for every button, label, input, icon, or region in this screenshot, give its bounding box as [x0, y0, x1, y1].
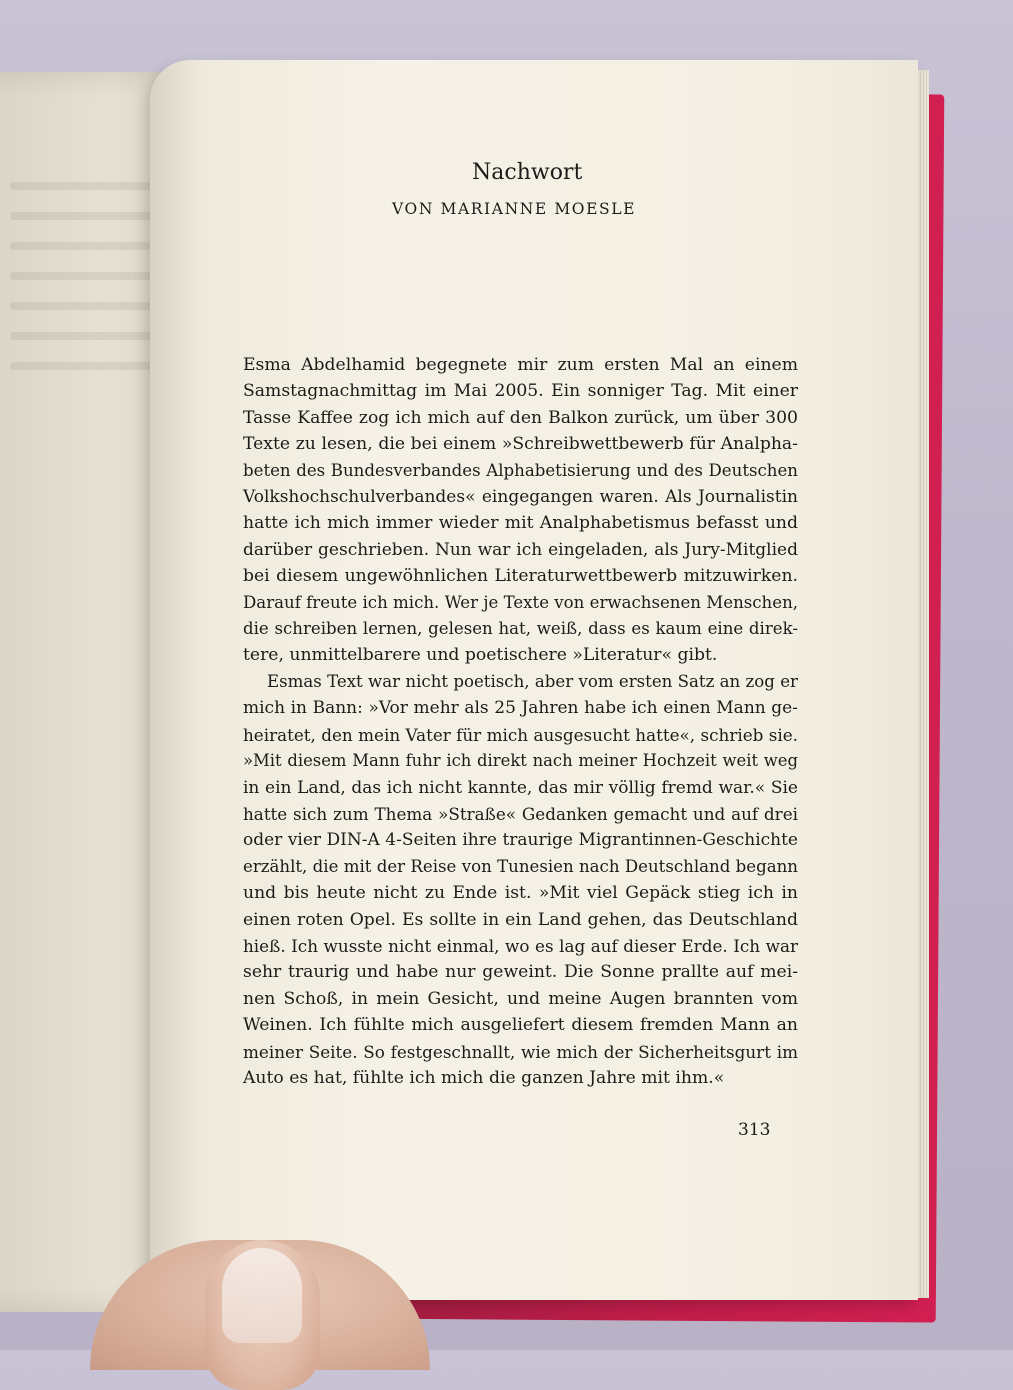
text-line: Texte zu lesen, die bei einem »Schreibwettbewerb für Analpha-: [243, 434, 798, 455]
text-line: meiner Seite. So festgeschnallt, wie mich der Sicherheitsgurt im: [243, 1041, 798, 1062]
text-line: und bis heute nicht zu Ende ist. »Mit viel Gepäck stieg ich in: [243, 883, 798, 904]
text-line: oder vier DIN-A 4-Seiten ihre traurige Migrantinnen-Geschichte: [243, 830, 798, 851]
text-line: die schreiben lernen, gelesen hat, weiß, dass es kaum eine direk-: [243, 619, 798, 639]
text-line: nen Schoß, in mein Gesicht, und meine Augen brannten vom: [243, 988, 798, 1009]
show-through-text: [10, 242, 150, 250]
text-line: beten des Bundesverbandes Alphabetisierung und des Deutschen: [243, 460, 798, 480]
text-line: mich in Bann: »Vor mehr als 25 Jahren habe ich einen Mann ge-: [243, 698, 798, 719]
text-line: Weinen. Ich fühlte mich ausgeliefert diesem fremden Mann an: [243, 1015, 798, 1036]
show-through-text: [10, 332, 155, 340]
show-through-text: [10, 362, 168, 370]
page-number: 313: [738, 1120, 771, 1140]
text-line: Esma Abdelhamid begegnete mir zum ersten Mal an einem: [243, 355, 798, 375]
text-line: heiratet, den mein Vater für mich ausgesucht hatte«, schrieb sie.: [243, 724, 798, 745]
show-through-text: [10, 302, 160, 310]
text-line: sehr traurig und habe nur geweint. Die Sonne prallte auf mei-: [243, 962, 798, 983]
text-line: erzählt, die mit der Reise von Tunesien nach Deutschland begann: [243, 856, 798, 876]
chapter-author: VON MARIANNE MOESLE: [392, 200, 637, 218]
body-text: [243, 352, 798, 1091]
text-line: Tasse Kaffee zog ich mich auf den Balkon zurück, um über 300: [243, 407, 798, 428]
text-line: bei diesem ungewöhnlichen Literaturwettbewerb mitzuwirken.: [243, 566, 798, 587]
text-line: hatte ich mich immer wieder mit Analphabetismus befasst und: [243, 513, 798, 534]
text-line: Darauf freute ich mich. Wer je Texte von erwachsenen Menschen,: [243, 592, 799, 612]
text-line: einen roten Opel. Es sollte in ein Land gehen, das Deutschland: [243, 909, 798, 930]
text-line: darüber geschrieben. Nun war ich eingeladen, als Jury-Mitglied: [243, 539, 798, 560]
text-line: Volkshochschulverbandes« eingegangen waren. Als Journalistin: [243, 487, 798, 508]
text-line: Auto es hat, fühlte ich mich die ganzen Jahre mit ihm.«: [243, 1067, 725, 1088]
text-line: hieß. Ich wusste nicht einmal, wo es lag auf dieser Erde. Ich war: [243, 935, 798, 956]
chapter-title: Nachwort: [472, 160, 583, 185]
text-line: »Mit diesem Mann fuhr ich direkt nach meiner Hochzeit weit weg: [243, 751, 798, 771]
show-through-text: [10, 182, 160, 190]
text-line: Esmas Text war nicht poetisch, aber vom ersten Satz an zog er: [267, 671, 798, 691]
text-line: Samstagnachmittag im Mai 2005. Ein sonniger Tag. Mit einer: [243, 381, 798, 402]
text-line: tere, unmittelbarere und poetischere »Literatur« gibt.: [243, 645, 718, 666]
text-line: in ein Land, das ich nicht kannte, das mir völlig fremd war.« Sie: [243, 777, 798, 798]
thumbnail: [222, 1248, 302, 1343]
text-line: hatte sich zum Thema »Straße« Gedanken gemacht und auf drei: [243, 803, 798, 824]
show-through-text: [10, 272, 165, 280]
show-through-text: [10, 212, 170, 220]
